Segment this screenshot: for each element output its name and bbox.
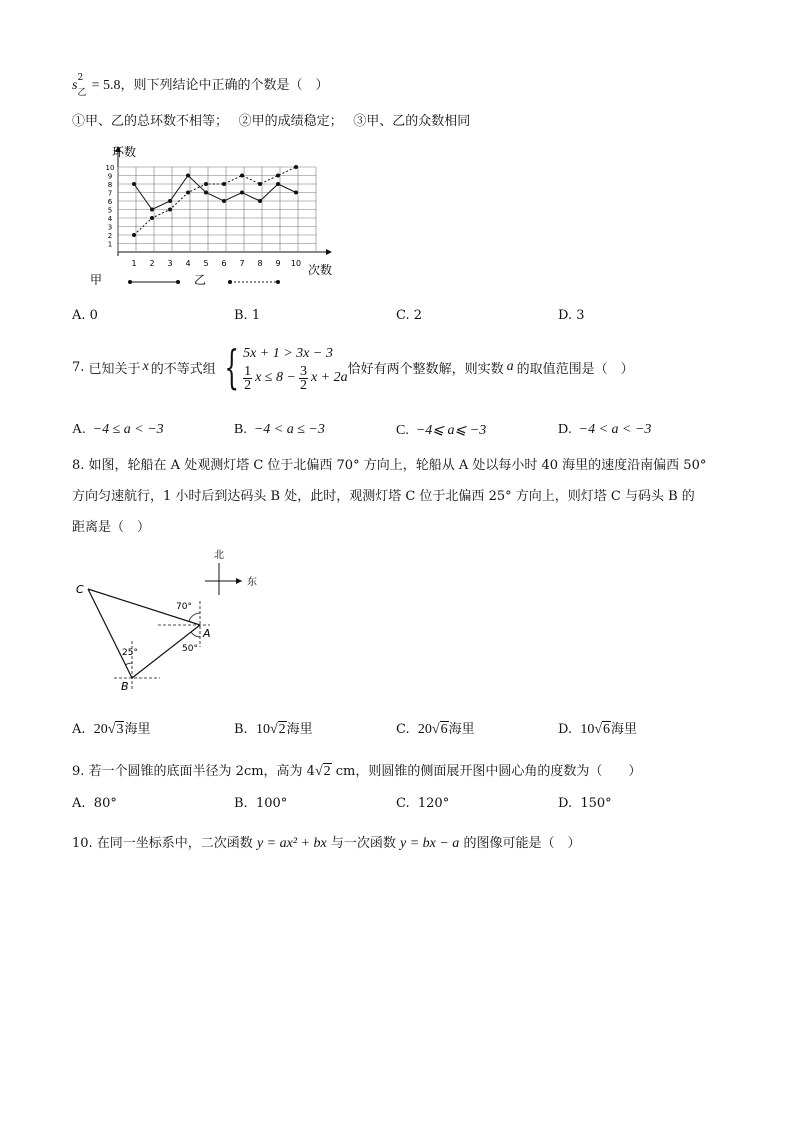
q6-option-b[interactable]: B. 1 (234, 308, 261, 323)
q8-line-3: 距离是（ ） (72, 520, 151, 535)
angle-25-arc (125, 663, 132, 665)
ytick-3: 3 (107, 223, 113, 232)
ytick-9: 9 (107, 172, 113, 181)
q6-option-d[interactable]: D. 3 (558, 308, 585, 323)
legend-jia-dot-left (128, 280, 132, 284)
q7-text-a: 已知关于 (88, 361, 141, 377)
legend-yi-label: 乙 (194, 273, 207, 287)
q7-stem: 7. 已知关于 x 的不等式组 { 5x + 1 > 3x − 3 $\frac{1}{2}$ x ≤ 8 − $\frac{3}{2}$ x + 2a 恰好有两个整数解，则实数 a 的取值范围是（ ） (72, 340, 634, 394)
series-jia-point-5 (204, 191, 208, 195)
q7-text-d: 的取值范围是（ ） (516, 361, 634, 377)
series-yi-point-10 (294, 165, 298, 169)
xtick-6: 6 (221, 259, 227, 268)
angle-70-arc (189, 613, 200, 621)
xtick-5: 5 (203, 259, 209, 268)
q10-func2: y = bx − a (399, 836, 460, 851)
legend-jia-label: 甲 (90, 273, 103, 287)
series-yi-point-3 (168, 208, 172, 212)
q9-option-b[interactable]: B. 100° (234, 796, 288, 811)
q8-line-2: 方向匀速航行，1 小时后到达码头 B 处，此时，观测灯塔 C 位于北偏西 25° 方向上，则灯塔 C 与码头 B 的 (72, 489, 695, 504)
q10-text-b: 与一次函数 (330, 836, 396, 851)
q7-option-d[interactable]: D. −4 < a < −3 (558, 422, 652, 437)
angle-50-label: 50° (182, 644, 198, 654)
ytick-1: 1 (107, 240, 113, 249)
compass-north-label: 北 (214, 550, 224, 561)
q9-text-b: cm，则圆锥的侧面展开图中圆心角的度数为（ ） (335, 764, 642, 779)
xtick-3: 3 (167, 259, 173, 268)
q7-text-b: 的不等式组 (150, 361, 216, 377)
q8-line-1: 8. 如图，轮船在 A 处观测灯塔 C 位于北偏西 70° 方向上，轮船从 A 处以每小时 40 海里的速度沿南偏西 50° (72, 458, 707, 473)
q7-option-b[interactable]: B. −4 < a ≤ −3 (234, 422, 325, 437)
chart-ylabel: 环数 (112, 145, 137, 159)
point-A-label: A (203, 627, 211, 640)
series-yi-point-4 (186, 191, 190, 195)
q8-option-d[interactable]: D. 10√6海里 (558, 722, 638, 737)
series-jia-point-1 (132, 182, 136, 186)
q7-ineq1: 5x + 1 > 3x − 3 (243, 345, 333, 361)
series-jia-point-6 (222, 199, 226, 203)
q6-stem (72, 72, 329, 98)
q8-option-c[interactable]: C. 20√6海里 (396, 722, 475, 737)
q9-option-a[interactable]: A. 80° (72, 796, 117, 811)
q7-option-c[interactable]: C. −4⩽ a⩽ −3 (396, 423, 487, 438)
q7-text-c: 恰好有两个整数解，则实数 (347, 361, 504, 377)
point-B-label: B (121, 680, 129, 693)
xtick-9: 9 (275, 259, 281, 268)
series-yi-point-1 (132, 233, 136, 237)
series-jia-point-7 (240, 191, 244, 195)
q10-stem (72, 832, 580, 852)
angle-70-label: 70° (176, 602, 192, 612)
angle-25-label: 25° (122, 648, 138, 658)
ytick-4: 4 (107, 215, 113, 223)
ytick-8: 8 (107, 181, 113, 189)
q10-text-c: 的图像可能是（ ） (463, 836, 581, 851)
legend-jia-dot-right (176, 280, 180, 284)
ytick-7: 7 (107, 189, 113, 198)
series-jia-point-10 (294, 191, 298, 195)
series-jia-point-3 (168, 199, 172, 203)
ytick-6: 6 (107, 198, 113, 206)
q6-stem-text: ，则下列结论中正确的个数是（ ） (120, 78, 329, 93)
xtick-7: 7 (239, 259, 245, 268)
series-yi-point-6 (222, 182, 226, 186)
ring-score-chart (90, 140, 390, 290)
series-yi-point-8 (258, 182, 262, 186)
q10-text-a: 10. 在同一坐标系中，二次函数 (72, 836, 253, 851)
series-jia-point-4 (186, 174, 190, 178)
q6-statements: ①甲、乙的总环数不相等； ②甲的成绩稳定； ③甲、乙的众数相同 (72, 114, 471, 129)
variance-symbol: s (72, 78, 78, 93)
variance-sup: 2 (77, 72, 84, 83)
q9-stem: 9. 若一个圆锥的底面半径为 2cm，高为 4√2 cm，则圆锥的侧面展开图中圆心角的度数为（ ） (72, 764, 642, 779)
xtick-1: 1 (131, 259, 137, 268)
q8-option-b[interactable]: B. 10√2海里 (234, 722, 313, 737)
series-jia-point-8 (258, 199, 262, 203)
q10-func1: y = ax² + bx (256, 836, 327, 851)
q7-ineq2: $\frac{1}{2}$ x ≤ 8 − $\frac{3}{2}$ x + 2a (244, 363, 348, 393)
variance-value: = 5.8 (91, 78, 121, 93)
series-jia-point-9 (276, 182, 280, 186)
q9-radicand: 2 (323, 764, 331, 779)
ship-lighthouse-diagram (70, 545, 270, 695)
legend-yi-dot-left (228, 280, 232, 284)
ytick-2: 2 (107, 232, 113, 240)
q7-brace: { (224, 340, 239, 394)
ytick-10: 10 (105, 164, 115, 172)
q9-option-c[interactable]: C. 120° (396, 796, 450, 811)
q9-text-a: 9. 若一个圆锥的底面半径为 2cm，高为 4 (72, 764, 315, 779)
series-yi-point-9 (276, 174, 280, 178)
chart-x-arrow (326, 249, 332, 255)
series-yi-point-5 (204, 182, 208, 186)
compass-east-label: 东 (247, 577, 257, 588)
xtick-8: 8 (257, 259, 263, 268)
series-yi-point-7 (240, 174, 244, 178)
compass-east-arrow (236, 578, 242, 584)
q6-option-c[interactable]: C. 2 (396, 308, 423, 323)
point-C-label: C (76, 583, 84, 596)
chart-xlabel: 次数 (308, 263, 333, 277)
angle-50-arc (191, 632, 200, 637)
q7-option-a[interactable]: A. −4 ≤ a < −3 (72, 422, 164, 437)
xtick-10: 10 (290, 259, 302, 268)
q8-option-a[interactable]: A. 20√3海里 (72, 722, 151, 737)
variance-sub: 乙 (77, 87, 87, 98)
q6-option-a[interactable]: A. 0 (72, 308, 98, 323)
series-yi-point-2 (150, 216, 154, 220)
q9-option-d[interactable]: D. 150° (558, 796, 612, 811)
ytick-5: 5 (107, 206, 113, 215)
legend-yi-dot-right (276, 280, 280, 284)
series-jia-point-2 (150, 208, 154, 212)
q7-system (243, 343, 348, 392)
xtick-4: 4 (185, 259, 191, 268)
xtick-2: 2 (149, 259, 155, 268)
